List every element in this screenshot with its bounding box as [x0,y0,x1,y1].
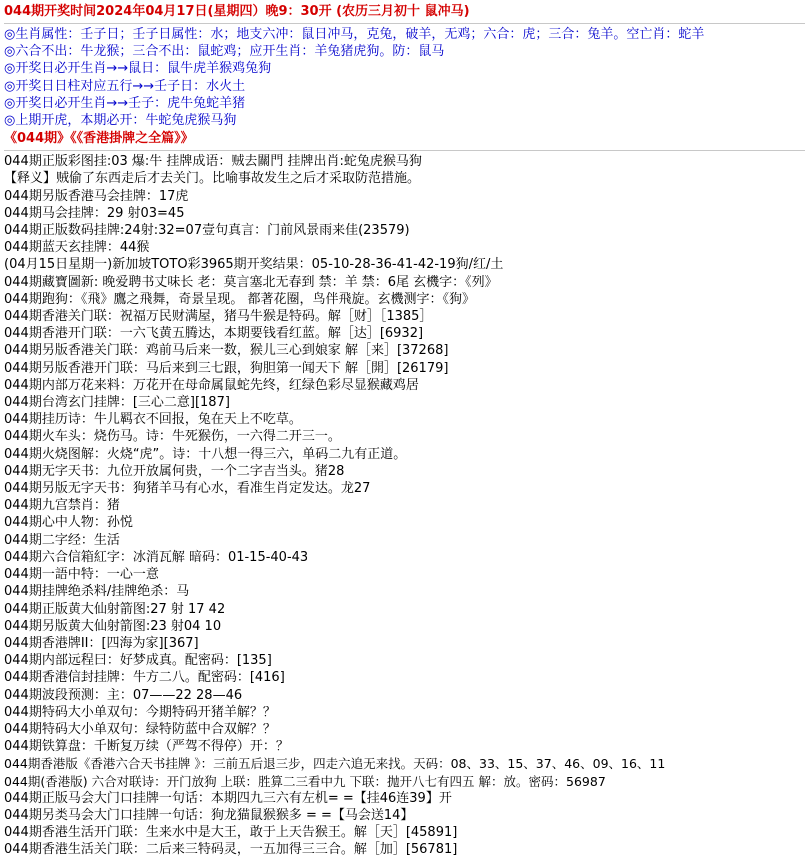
content-line: 【释义】贼偷了东西走后才去关门。比喻事故发生之后才采取防范措施。 [4,171,421,187]
content-line: 044期挂历诗：牛儿羁衣不回报，兔在天上不吃草。 [4,412,302,428]
content-line: 044期香港开门联：一六飞黄五腾达，本期要钱看红蓝。解［达］[6932] [4,326,424,342]
divider-top [4,23,805,24]
attribute-line: ◎开奖日日柱对应五行→→壬子日：水火土 [4,78,246,94]
content-line: 044期无字天书：九位开放属何贵，一个二字吉当头。猪28 [4,463,345,479]
content-line: 044期台湾玄门挂牌：[三心二意][187] [4,395,230,411]
content-line: 044期正版彩图挂:03 爆:牛 挂牌成语：贼去關門 挂牌出肖:蛇兔虎猴马狗 [4,154,422,170]
attribute-line: ◎开奖日必开生肖→→鼠日：鼠牛虎羊猴鸡兔狗 [4,61,272,77]
content-line: 044期火车头：烧伤马。诗：牛死猴伤，一六得二开三一。 [4,429,341,445]
content-line: 044期香港版《香港六合天书挂牌 》：三前五后退三步，四走六追无来找。天码：08、33、15、37、46、09、16、11 [4,756,666,772]
content-line: 044期心中人物：孙悦 [4,515,133,531]
content-line: 044期(香港版) 六合对联诗：开门放狗 上联：胜算二三看中九 下联：抛开八七有四五 解：放。密码：56987 [4,773,606,789]
content-line: 044期蓝天玄挂牌：44猴 [4,240,150,256]
content-line: 044期正版马会大门口挂牌一句话：本期四九三六有左机= =【挂46连39】开 [4,790,452,806]
content-line: 044期特码大小单双句：绿特防蓝中合双解？？ [4,721,276,737]
content-line: 044期火烧图解：火烧“虎”。诗：十八想一得三六，单码二九有正道。 [4,446,407,462]
content-line: 044期二字经：生活 [4,532,120,548]
content-line: 044期马会挂牌：29 射03=45 [4,205,185,221]
content-line: 044期一語中特：一心一意 [4,567,159,583]
section-title: 《044期》《《香港掛牌之全篇》》 [4,131,194,147]
attribute-line: ◎生肖属性：壬子日；壬子日属性：水；地支六冲：鼠日冲马，克兔，破羊，无鸡；六合：虎；三合：兔羊。空亡肖：蛇羊 [4,27,705,42]
attribute-line: ◎开奖日必开生肖→→壬子：虎牛兔蛇羊猪 [4,95,246,111]
content-line: 044期藏寶圖新: 晚爱聘书丈味长 老：莫言塞北无春到 禁：羊 禁：6尾 玄機字：《列》 [4,274,498,290]
content-line: 044期挂牌绝杀料/挂牌绝杀：马 [4,584,190,600]
content-lines [4,153,805,858]
content-line: 044期另版黄大仙射箭图:23 射04 10 [4,618,222,634]
content-line: 044期内部远程曰：好梦成真。配密码：[135] [4,653,272,669]
content-line: 044期九宫禁肖：猪 [4,498,120,514]
content-line: 044期正版黄大仙射箭图:27 射 17 42 [4,601,226,617]
content-line: 044期另版香港马会挂牌：17虎 [4,188,189,204]
content-line: 044期波段预测：主：07——22 28—46 [4,687,243,703]
content-line: 044期六合信箱紅字：冰消瓦解 暗码：01-15-40-43 [4,549,309,565]
content-line: 044期正版数码挂牌:24射:32=07壹句真言：门前风景雨来佳(23579) [4,223,410,239]
attributes-block [4,26,805,129]
content-line: 044期另版香港关门联：鸡前马后来一数，猴儿三心到娘家 解［来］[37268] [4,343,449,359]
content-line: 044期香港关门联：祝福万民财满屋，猪马牛猴是特码。解［财］［1385］ [4,309,433,325]
content-line: 044期特码大小单双句：今期特码开猪羊解？？ [4,704,276,720]
content-line: 044期香港信封挂牌：牛方二八。配密码：[416] [4,670,285,686]
content-line: 044期香港生活关门联：二后来三特码灵，一五加得三三合。解［加］[56781] [4,842,458,858]
content-line: 044期另版无字天书：狗猪羊马有心水，看准生肖定发达。龙27 [4,481,371,497]
content-line: 044期另版香港开门联：马后来到三七跟，狗胆第一闻天下 解［開］[26179] [4,360,449,376]
draw-time-header: 044期开奖时间2024年04月17日(星期四）晚9：30开 (农历三月初十 鼠冲马) [4,4,470,19]
content-line: 044期铁算盘：千断复万续（严驾不得停）开：？ [4,739,289,755]
content-line: (04月15日星期一)新加坡TOTO彩3965期开奖结果：05-10-28-36-41-42-19狗/红/土 [4,257,504,273]
content-line: 044期香港生活开门联：生来水中是大王，敢于上天告猴王。解［天］[45891] [4,825,458,841]
divider-section [4,150,805,151]
content-line: 044期另类马会大门口挂牌一句话：狗龙猫鼠猴猴多 = =【马会送14】 [4,807,414,823]
content-line: 044期香港牌II：[四海为家][367] [4,635,199,651]
content-line: 044期跑狗：《飛》鷹之飛舞，奇景呈现。 都著花圈，鸟伴飛旋。玄機测字：《狗》 [4,291,475,307]
attribute-line: ◎上期开虎，本期必开：牛蛇兔虎猴马狗 [4,113,237,129]
attribute-line: ◎六合不出：牛龙猴；三合不出：鼠蛇鸡；应开生肖：羊兔猪虎狗。防：鼠马 [4,44,445,60]
content-line: 044期内部万花来料：万花开在母命属鼠蛇先终，红绿色彩尽显猴藏鸡居 [4,377,419,393]
